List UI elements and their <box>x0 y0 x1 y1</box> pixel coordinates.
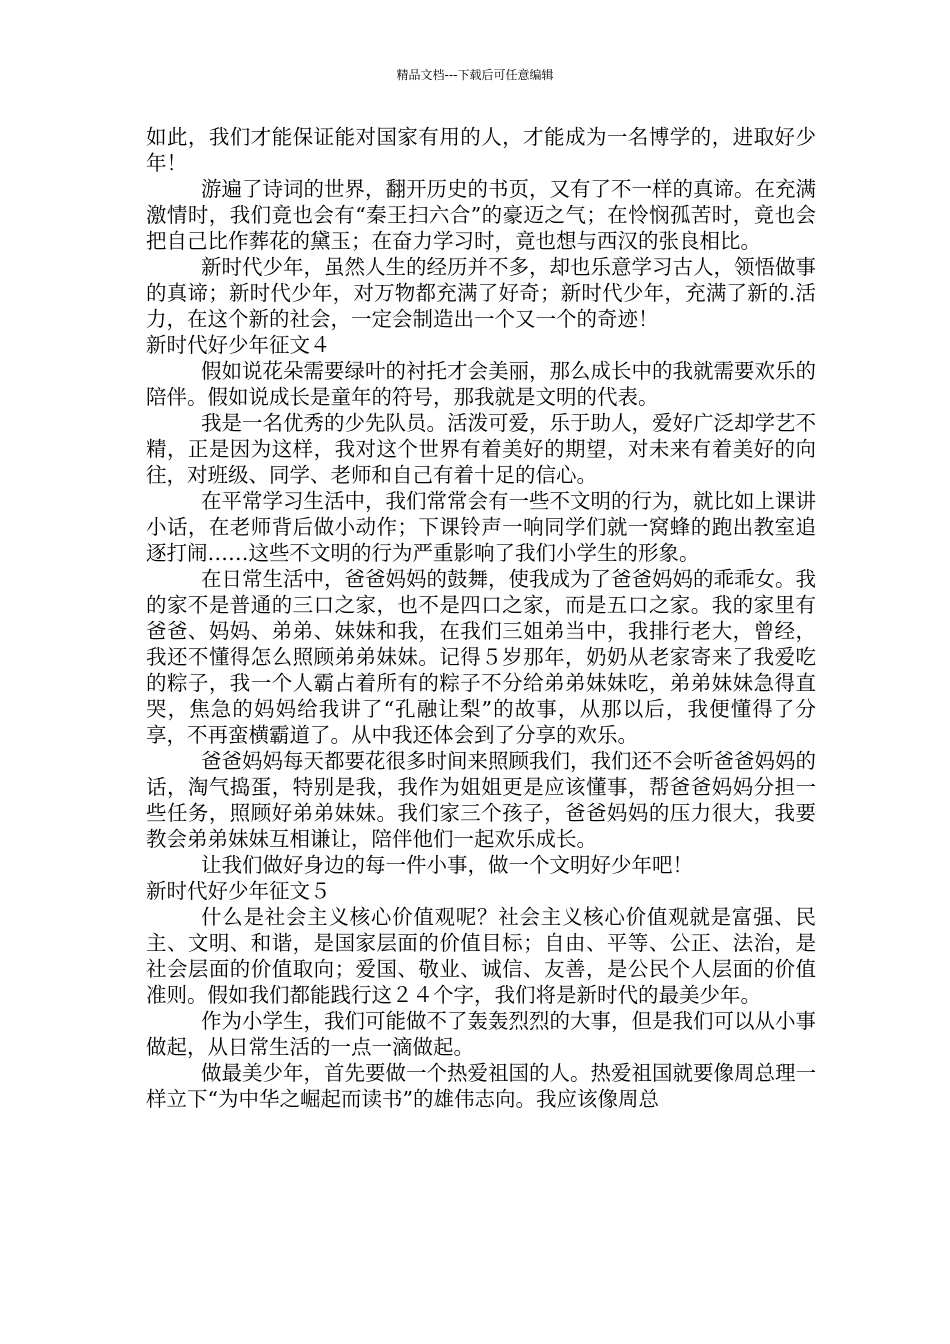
paragraph: 新时代少年，虽然人生的经历并不多，却也乐意学习古人，领悟做事的真谛；新时代少年，对万物都充满了好奇；新时代少年，充满了新的.活力，在这个新的社会，一定会制造出一个又一个的奇迹！ <box>146 255 816 331</box>
paragraph: 什么是社会主义核心价值观呢？社会主义核心价值观就是富强、民主、文明、和谐，是国家层面的价值目标；自由、平等、公正、法治，是社会层面的价值取向；爱国、敬业、诚信、友善，是公民个人层面的价值准则。假如我们都能践行这２４个字，我们将是新时代的最美少年。 <box>146 905 816 1007</box>
paragraph: 爸爸妈妈每天都要花很多时间来照顾我们，我们还不会听爸爸妈妈的话，淘气捣蛋，特别是我，我作为姐姐更是应该懂事，帮爸爸妈妈分担一些任务，照顾好弟弟妹妹。我们家三个孩子，爸爸妈妈的压力很大，我要教会弟弟妹妹互相谦让，陪伴他们一起欢乐成长。 <box>146 749 816 851</box>
document-body <box>146 124 816 1112</box>
paragraph: 如此，我们才能保证能对国家有用的人，才能成为一名博学的，进取好少年！ <box>146 125 816 175</box>
paragraph: 假如说花朵需要绿叶的衬托才会美丽，那么成长中的我就需要欢乐的陪伴。假如说成长是童年的符号，那我就是文明的代表。 <box>146 359 816 409</box>
paragraph: 让我们做好身边的每一件小事，做一个文明好少年吧！ <box>201 853 693 877</box>
paragraph: 做最美少年，首先要做一个热爱祖国的人。热爱祖国就要像周总理一样立下“为中华之崛起而读书”的雄伟志向。我应该像周总 <box>146 1061 816 1111</box>
page-header: 精品文档---下载后可任意编辑 <box>396 68 554 82</box>
paragraph: 作为小学生，我们可能做不了轰轰烈烈的大事，但是我们可以从小事做起，从日常生活的一点一滴做起。 <box>146 1009 816 1059</box>
paragraph: 游遍了诗词的世界，翻开历史的书页，又有了不一样的真谛。在充满激情时，我们竟也会有“秦王扫六合”的豪迈之气；在怜悯孤苦时，竟也会把自己比作葬花的黛玉；在奋力学习时，竟也想与西汉的张良相比。 <box>146 177 816 253</box>
paragraph: 在日常生活中，爸爸妈妈的鼓舞，使我成为了爸爸妈妈的乖乖女。我的家不是普通的三口之家，也不是四口之家，而是五口之家。我的家里有爸爸、妈妈、弟弟、妹妹和我，在我们三姐弟当中，我排行老大，曾经，我还不懂得怎么照顾弟弟妹妹。记得５岁那年，奶奶从老家寄来了我爱吃的粽子，我一个人霸占着所有的粽子不分给弟弟妹妹吃，弟弟妹妹急得直哭，焦急的妈妈给我讲了“孔融让梨”的故事，从那以后，我便懂得了分享，不再蛮横霸道了。从中我还体会到了分享的欢乐。 <box>146 567 816 747</box>
section-title: 新时代好少年征文４ <box>146 333 331 357</box>
paragraph: 我是一名优秀的少先队员。活泼可爱，乐于助人，爱好广泛却学艺不精，正是因为这样，我对这个世界有着美好的期望，对未来有着美好的向往，对班级、同学、老师和自己有着十足的信心。 <box>146 411 816 487</box>
section-title: 新时代好少年征文５ <box>146 879 331 903</box>
paragraph: 在平常学习生活中，我们常常会有一些不文明的行为，就比如上课讲小话，在老师背后做小动作；下课铃声一响同学们就一窝蜂的跑出教室追逐打闹……这些不文明的行为严重影响了我们小学生的形象。 <box>146 489 816 565</box>
